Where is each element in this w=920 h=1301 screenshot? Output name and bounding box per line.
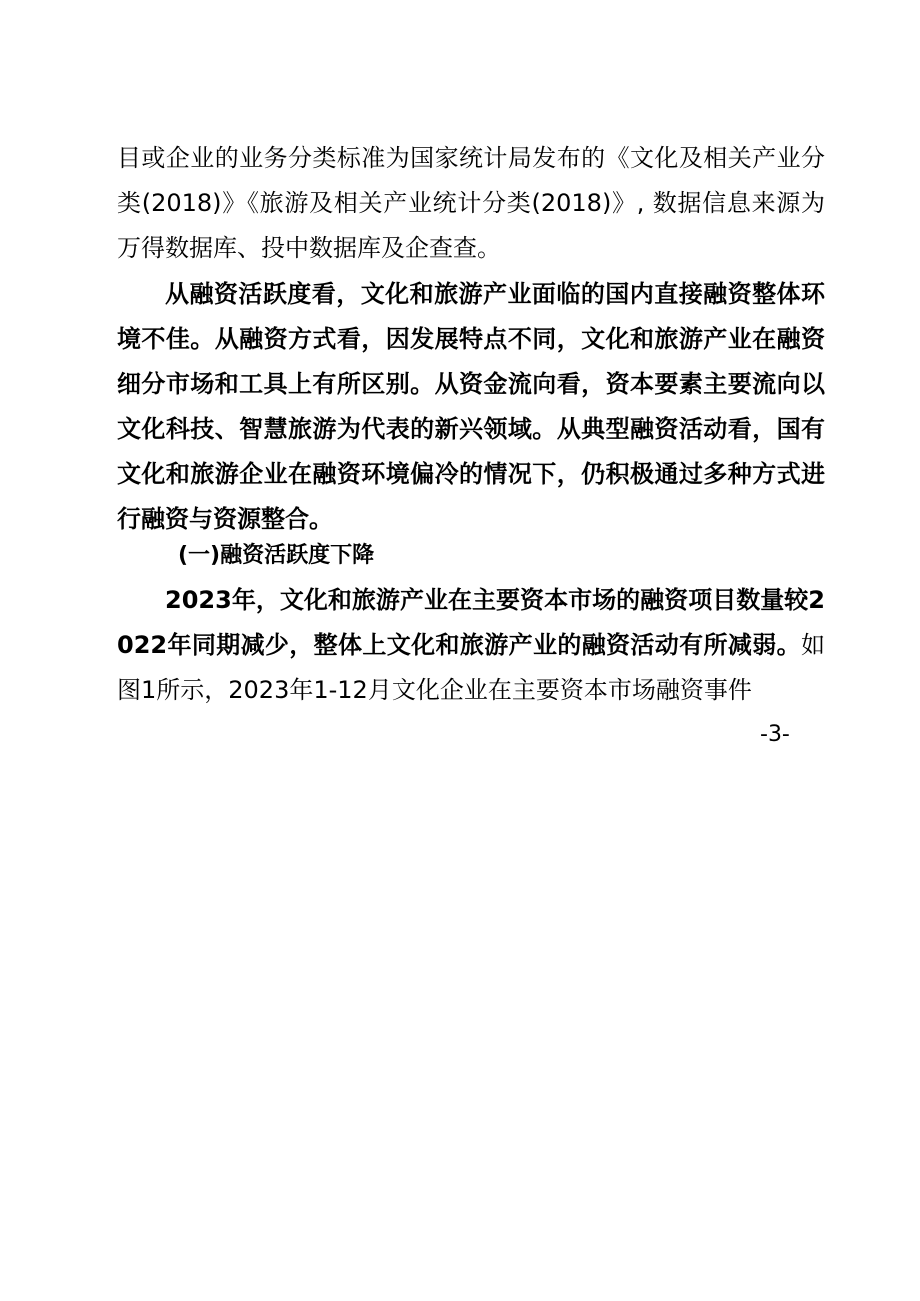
intro-paragraph: 目或企业的业务分类标准为国家统计局发布的《文化及相关产业分类(2018)》《旅游及相关产业统计分类(2018)》, 数据信息来源为万得数据库、投中数据库及企查查。	[117, 144, 825, 262]
financing-decline-paragraph	[117, 578, 825, 713]
page-number: -3-	[760, 722, 790, 747]
financing-decline-regular-text: 如图1所示，2023年1-12月文化企业在主要资本市场融资事件	[117, 631, 825, 704]
summary-paragraph: 从融资活跃度看，文化和旅游产业面临的国内直接融资整体环境不佳。从融资方式看，因发展特点不同，文化和旅游产业在融资细分市场和工具上有所区别。从资金流向看，资本要素主要流向以文化科技、智慧旅游为代表的新兴领域。从典型融资活动看，国有文化和旅游企业在融资环境偏冷的情况下，仍积极通过多种方式进行融资与资源整合。	[117, 280, 825, 533]
section-heading: (一)融资活跃度下降	[178, 543, 375, 568]
financing-decline-bold-text: 2023年，文化和旅游产业在主要资本市场的融资项目数量较2022年同期减少，整体上文化和旅游产业的融资活动有所减弱。	[117, 586, 825, 659]
